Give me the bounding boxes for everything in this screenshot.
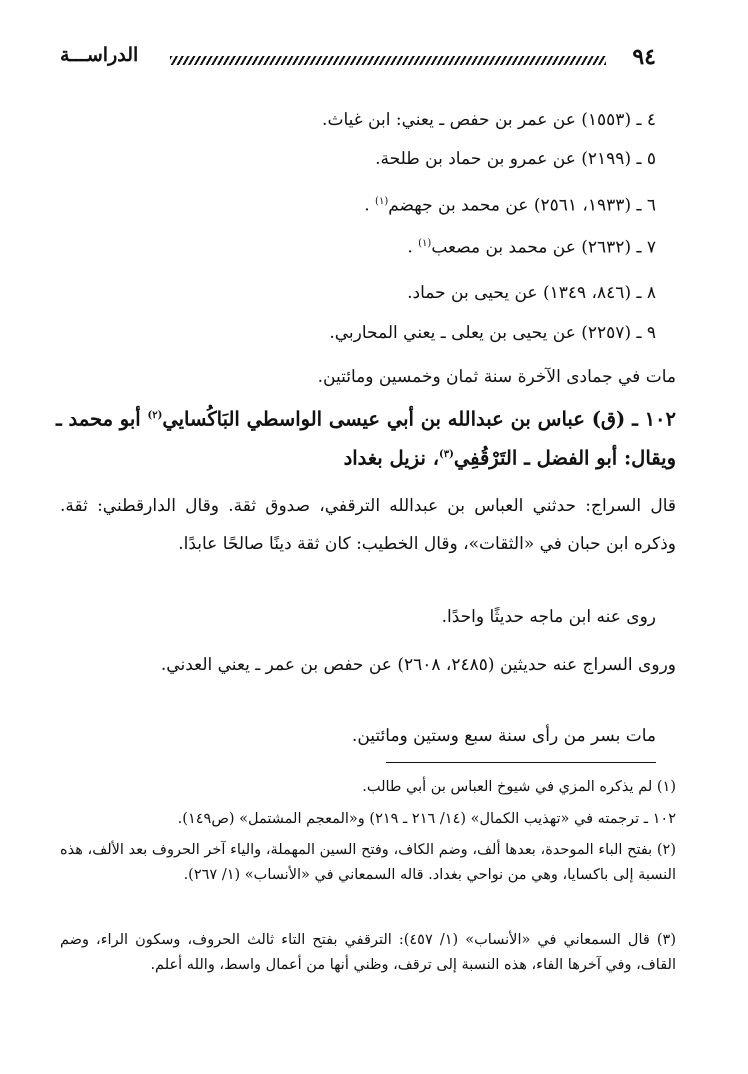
list-item: ٧ ـ (٢٦٣٢) عن محمد بن مصعب$^{(١)}$ . bbox=[407, 237, 656, 258]
entry-heading: ١٠٢ ـ (ق) عباس بن عبدالله بن أبي عيسى الواسطي البَاكُسايي$^{(٢)}$ أبو محمد ـ bbox=[55, 407, 676, 431]
footnote: (٢) بفتح الباء الموحدة، بعدها ألف، وضم الكاف، وفتح السين المهملة، والياء آخر الحروف بعد الألف، هذه النسبة إلى باكسايا، وهي من نواحي بغداد. قاله السمعاني في «الأنساب» (١/ ٢٦٧). bbox=[60, 842, 676, 883]
footnote-marker: (٢) bbox=[147, 410, 163, 421]
list-item: ٥ ـ (٢١٩٩) عن عمرو بن حماد بن طلحة. bbox=[375, 149, 656, 169]
list-item: ٤ ـ (١٥٥٣) عن عمر بن حفص ـ يعني: ابن غياث. bbox=[322, 110, 656, 130]
entry-heading-cont: ويقال: أبو الفضل ـ التَرْقُفِي$^{(٣)}$، نزيل بغداد bbox=[343, 446, 676, 470]
footnote-marker: (١) bbox=[418, 238, 432, 249]
entry-paragraph: قال السراج: حدثني العباس بن عبدالله الترقفي، صدوق ثقة. وقال الدارقطني: ثقة. وذكره ابن حبان في «الثقات»، وقال الخطيب: كان ثقة دينًا صالحًا عابدًا. bbox=[60, 496, 676, 554]
footnote: ١٠٢ ـ ترجمته في «تهذيب الكمال» (١٤/ ٢١٦ ـ ٢١٩) و«المعجم المشتمل» (ص١٤٩). bbox=[177, 811, 676, 827]
entry-paragraph: وروى السراج عنه حديثين (٢٤٨٥، ٢٦٠٨) عن حفص بن عمر ـ يعني العدني. bbox=[160, 655, 676, 675]
running-title: الدراســـة bbox=[60, 44, 139, 66]
death-note: مات بسر من رأى سنة سبع وستين ومائتين. bbox=[351, 726, 656, 746]
list-item: ٨ ـ (٨٤٦، ١٣٤٩) عن يحيى بن حماد. bbox=[407, 283, 656, 303]
footnote-marker: (٣) bbox=[439, 449, 454, 460]
header-rule-ornament bbox=[170, 56, 606, 65]
list-item: ٦ ـ (١٩٣٣، ٢٥٦١) عن محمد بن جهضم$^{(١)}$ . bbox=[364, 195, 656, 216]
footnote: (٣) قال السمعاني في «الأنساب» (١/ ٤٥٧): الترقفي بفتح التاء ثالث الحروف، وسكون الراء، وضم القاف، وفي آخرها الفاء، هذه النسبة إلى ترقف، وظني أنها من أعمال واسط، والله أعلم. bbox=[60, 932, 676, 973]
death-note: مات في جمادى الآخرة سنة ثمان وخمسين ومائتين. bbox=[317, 367, 676, 387]
footnote: (١) لم يذكره المزي في شيوخ العباس بن أبي طالب. bbox=[362, 779, 676, 795]
page-header bbox=[60, 44, 656, 74]
footnote-separator bbox=[386, 762, 656, 763]
page-number: ٩٤ bbox=[632, 44, 656, 70]
entry-paragraph: روى عنه ابن ماجه حديثًا واحدًا. bbox=[441, 607, 656, 627]
footnote-marker: (١) bbox=[375, 196, 389, 207]
list-item: ٩ ـ (٢٢٥٧) عن يحيى بن يعلى ـ يعني المحاربي. bbox=[329, 323, 656, 343]
